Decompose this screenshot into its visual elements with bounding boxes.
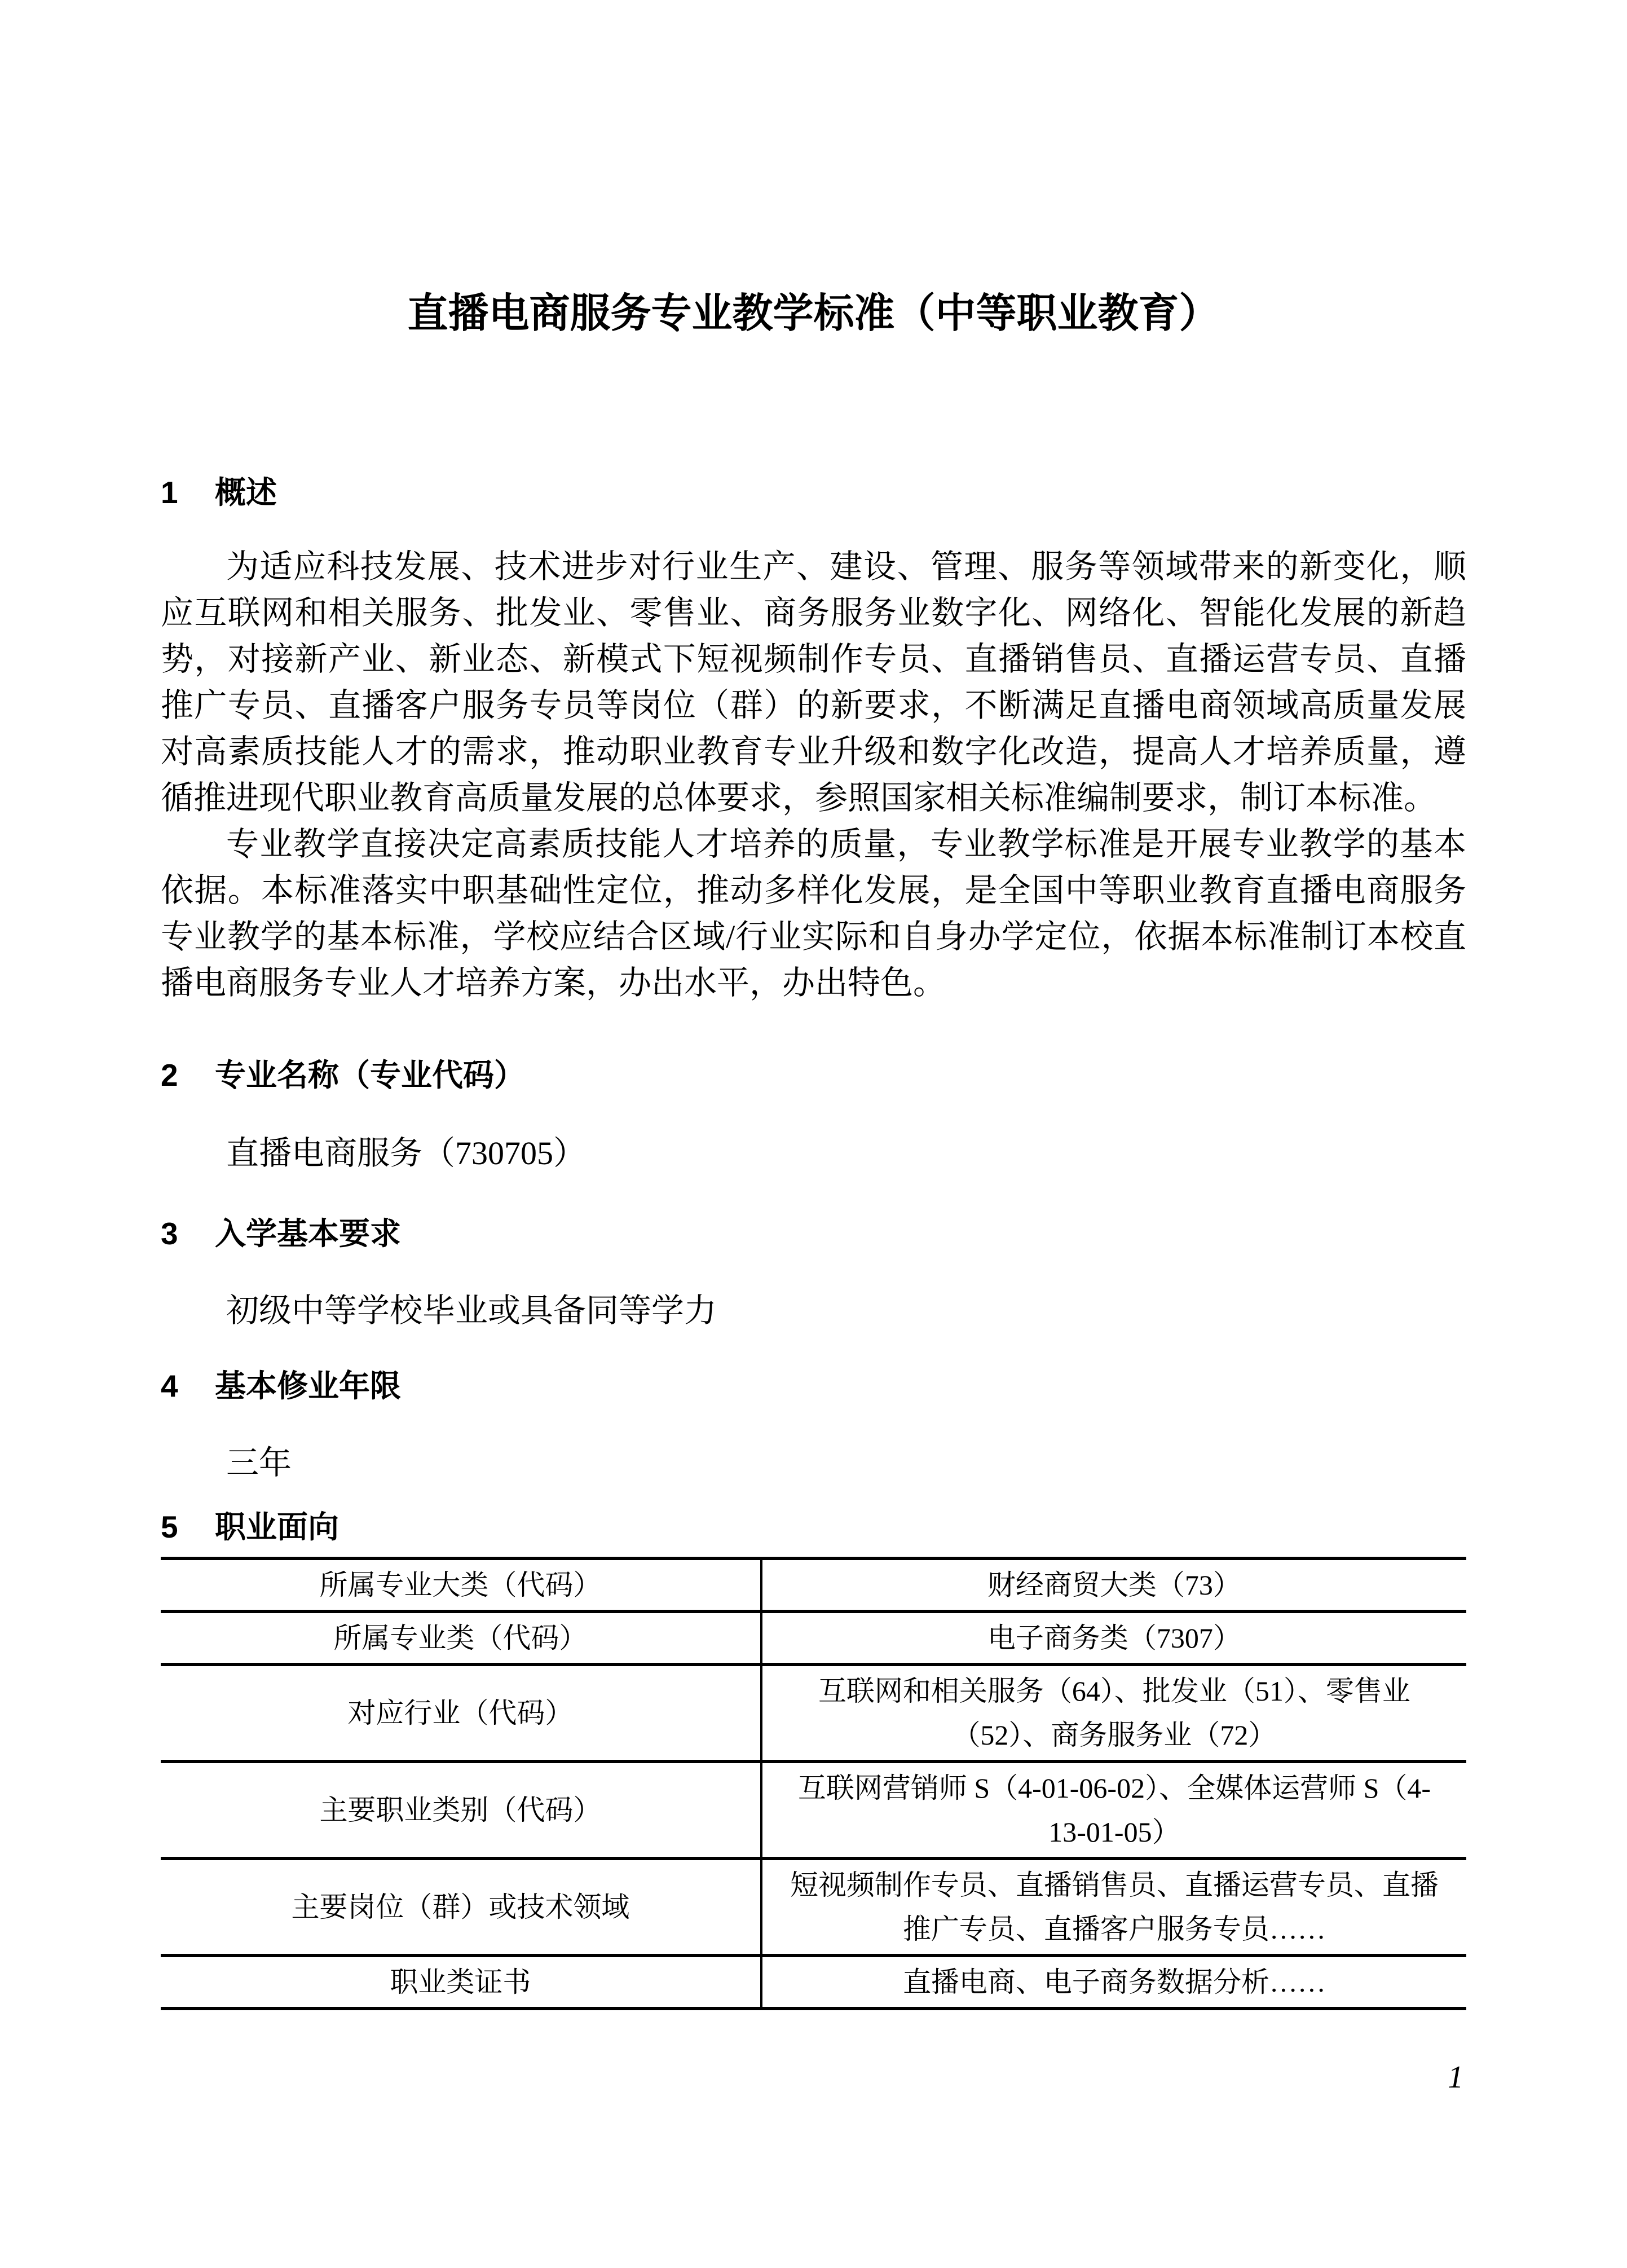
table-row <box>161 1956 1466 2009</box>
section-2-number: 2 <box>161 1058 178 1093</box>
section-4-number: 4 <box>161 1368 178 1403</box>
row-label: 主要岗位（群）或技术领域 <box>161 1859 761 1956</box>
row-value: 电子商务类（7307） <box>761 1611 1466 1664</box>
section-2-content: 直播电商服务（730705） <box>226 1135 587 1172</box>
row-value: 互联网和相关服务（64）、批发业（51）、零售业（52）、商务服务业（72） <box>761 1664 1466 1761</box>
row-value: 直播电商、电子商务数据分析…… <box>761 1956 1466 2009</box>
row-label: 对应行业（代码） <box>161 1664 761 1761</box>
table-row <box>161 1761 1466 1859</box>
section-1-heading <box>161 477 1466 508</box>
section-1-title: 概述 <box>215 475 277 510</box>
table-row <box>161 1611 1466 1664</box>
section-4-heading <box>161 1370 1466 1402</box>
row-label: 所属专业类（代码） <box>161 1611 761 1664</box>
row-label: 主要职业类别（代码） <box>161 1761 761 1859</box>
section-3-heading <box>161 1218 1466 1249</box>
section-1-paragraph-2: 专业教学直接决定高素质技能人才培养的质量，专业教学标准是开展专业教学的基本依据。本标准落实中职基础性定位，推动多样化发展，是全国中等职业教育直播电商服务专业教学的基本标准，学校应结合区域/行业实际和自身办学定位，依据本标准制订本校直播电商服务专业人才培养方案，办出水平，办出特色。 <box>161 826 1466 1001</box>
section-4-content: 三年 <box>226 1445 292 1481</box>
page-number: 1 <box>1448 2060 1463 2095</box>
section-2-title: 专业名称（专业代码） <box>215 1058 526 1093</box>
section-4-title: 基本修业年限 <box>215 1368 402 1403</box>
section-5-number: 5 <box>161 1509 178 1544</box>
section-2-heading <box>161 1059 1466 1091</box>
table-row <box>161 1558 1466 1611</box>
career-orientation-table <box>161 1557 1466 2010</box>
table-row <box>161 1664 1466 1761</box>
section-3-title: 入学基本要求 <box>215 1216 402 1251</box>
section-5-title: 职业面向 <box>215 1509 339 1544</box>
section-1-number: 1 <box>161 475 178 510</box>
row-value: 财经商贸大类（73） <box>761 1558 1466 1611</box>
section-3-content: 初级中等学校毕业或具备同等学力 <box>226 1292 717 1329</box>
row-label: 所属专业大类（代码） <box>161 1558 761 1611</box>
table-row <box>161 1859 1466 1956</box>
row-value: 互联网营销师 S（4-01-06-02）、全媒体运营师 S（4-13-01-05） <box>761 1761 1466 1859</box>
section-1-paragraph-1: 为适应科技发展、技术进步对行业生产、建设、管理、服务等领域带来的新变化，顺应互联网和相关服务、批发业、零售业、商务服务业数字化、网络化、智能化发展的新趋势，对接新产业、新业态、新模式下短视频制作专员、直播销售员、直播运营专员、直播推广专员、直播客户服务专员等岗位（群）的新要求，不断满足直播电商领域高质量发展对高素质技能人才的需求，推动职业教育专业升级和数字化改造，提高人才培养质量，遵循推进现代职业教育高质量发展的总体要求，参照国家相关标准编制要求，制订本标准。 <box>161 548 1466 816</box>
section-3-number: 3 <box>161 1216 178 1251</box>
section-5-heading <box>161 1511 1466 1543</box>
row-label: 职业类证书 <box>161 1956 761 2009</box>
document-title: 直播电商服务专业教学标准（中等职业教育） <box>407 291 1220 336</box>
row-value: 短视频制作专员、直播销售员、直播运营专员、直播推广专员、直播客户服务专员…… <box>761 1859 1466 1956</box>
